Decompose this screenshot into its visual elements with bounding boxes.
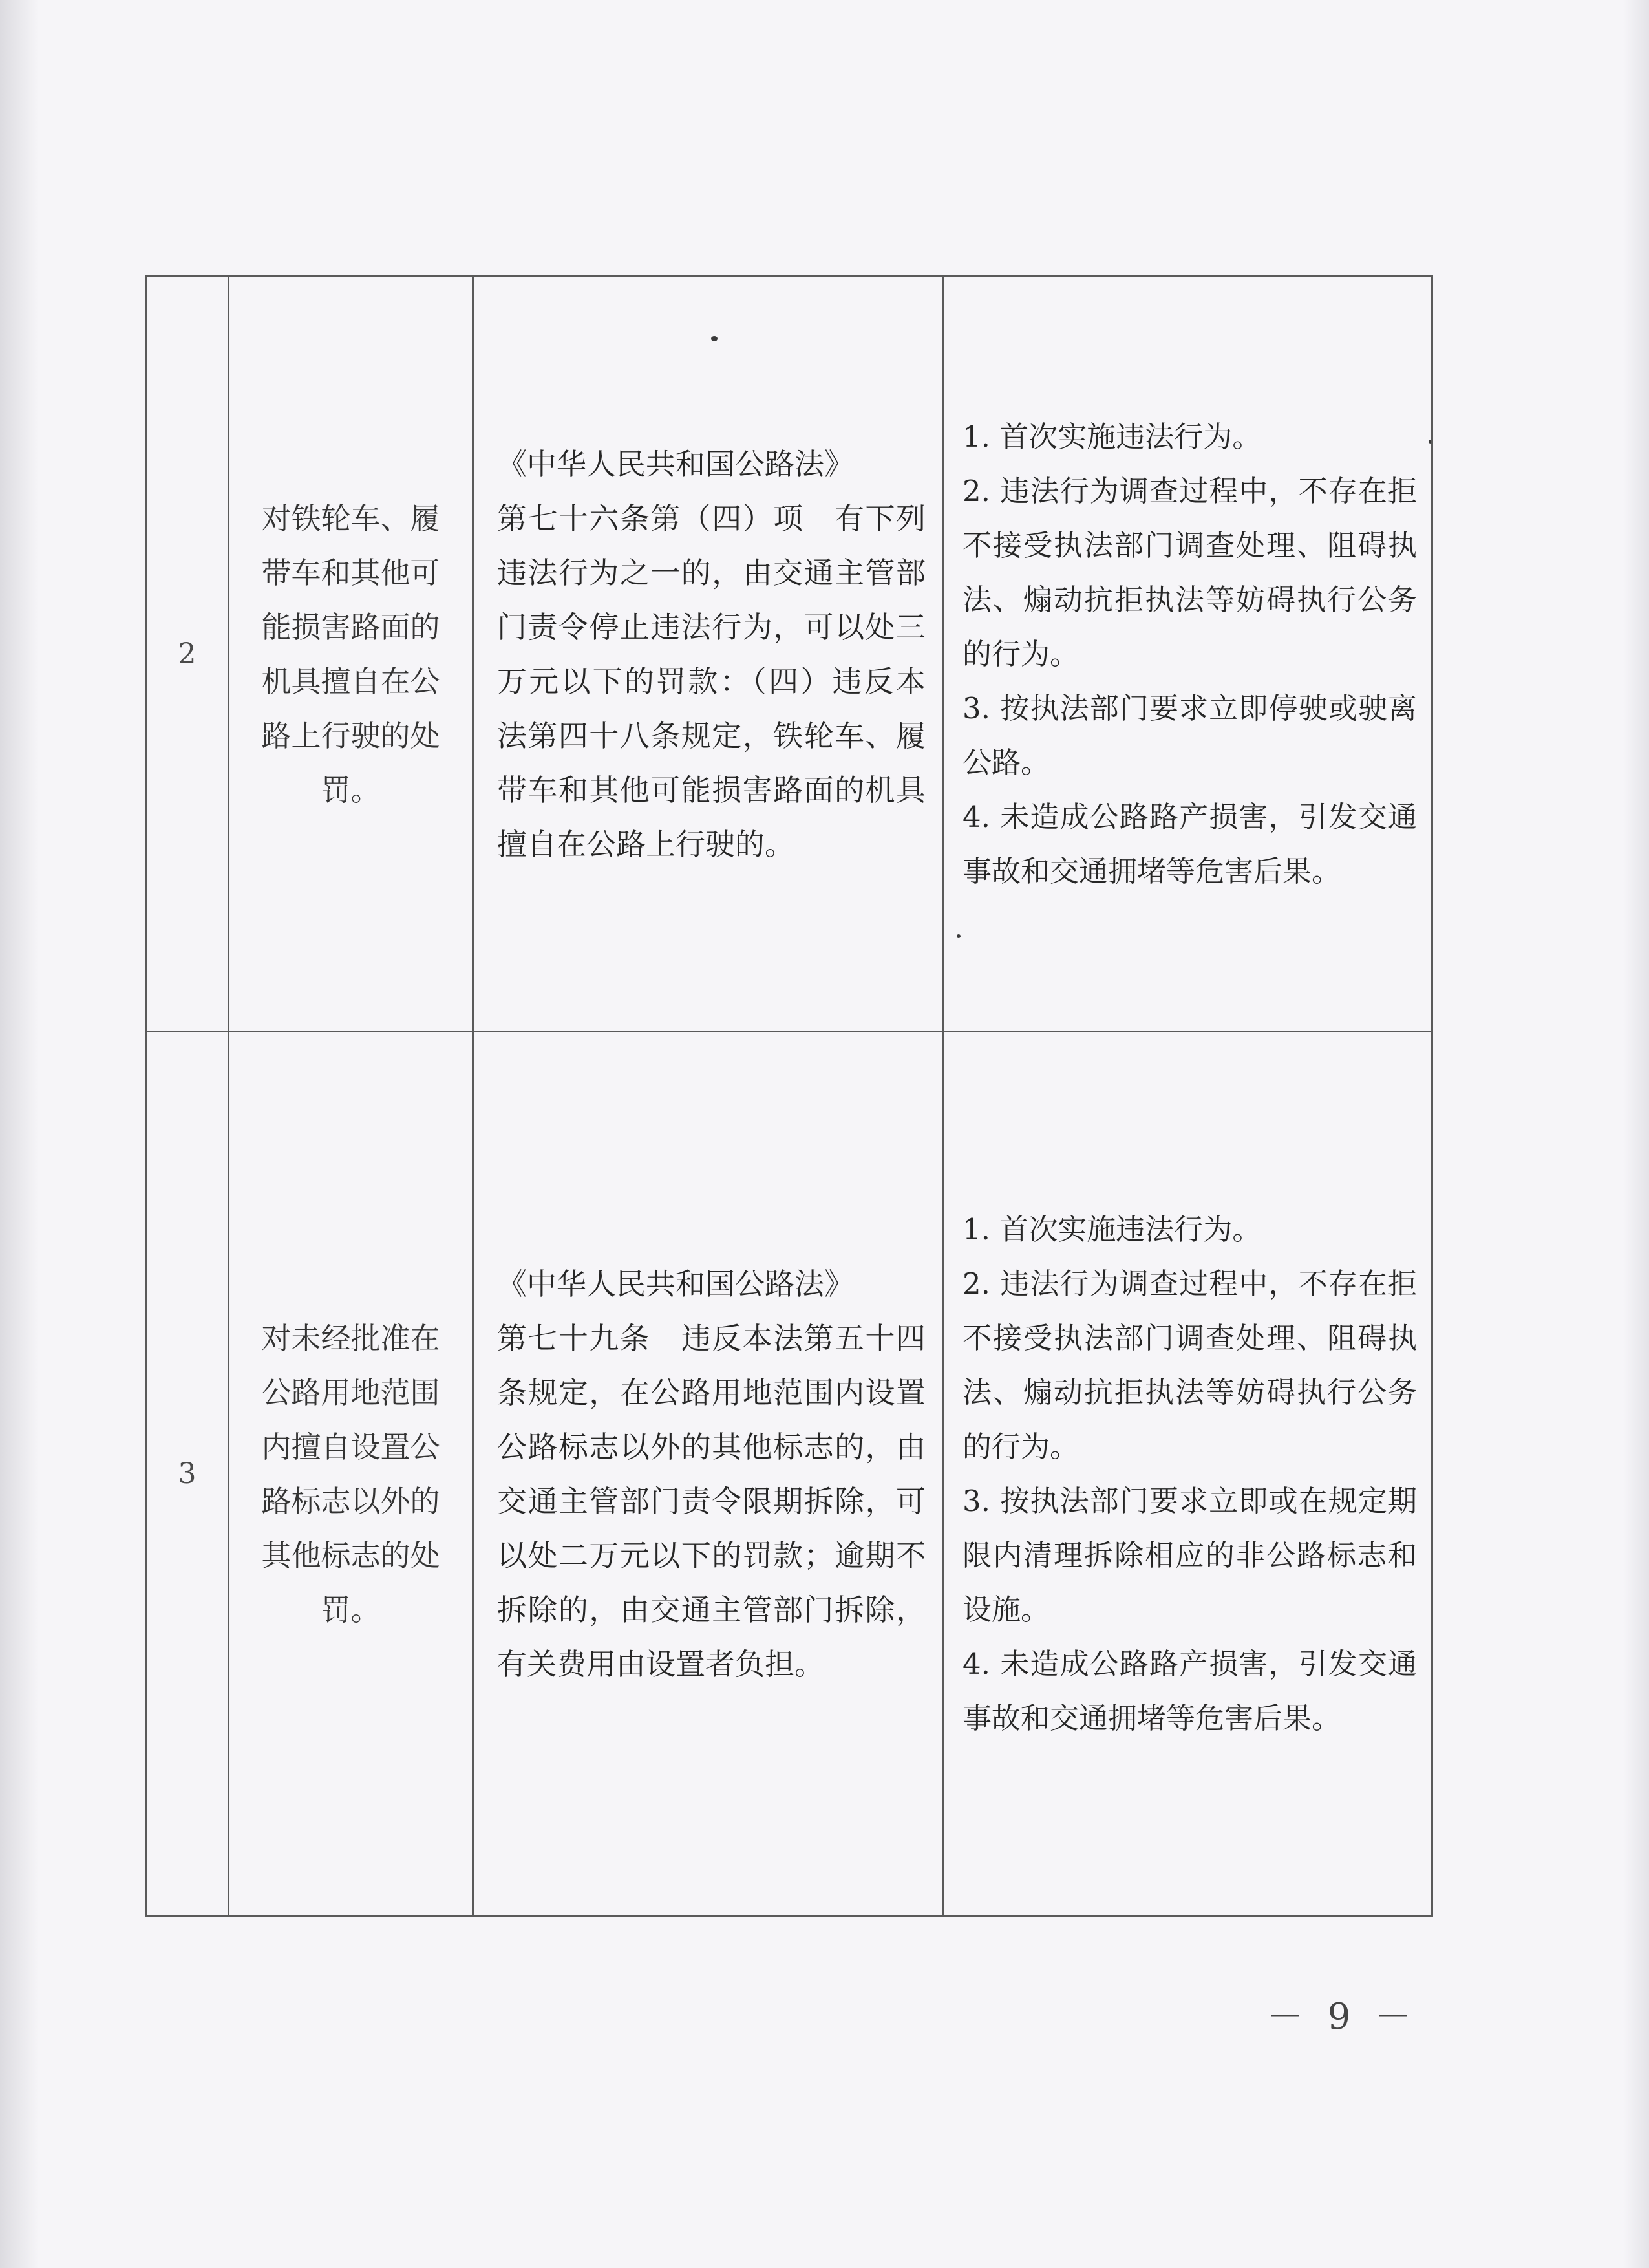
condition-item: 1. 首次实施违法行为。 [963,419,1262,454]
table-row [146,277,1432,1032]
violation-name: 对未经批准在公路用地范围内擅自设置公路标志以外的其他标志的处罚。 [229,1032,473,1916]
table-row [146,1032,1432,1916]
legal-basis-title: 《中华人民共和国公路法》 [497,446,854,482]
condition-item: 4. 未造成公路路产损害，引发交通事故和交通拥堵等危害后果。 [963,799,1417,888]
condition-item: 2. 违法行为调查过程中，不存在拒不接受执法部门调查处理、阻碍执法、煽动抗拒执法等妨碍执行公务的行为。 [963,473,1417,671]
scan-edge-shadow-right [1623,0,1649,2268]
exemption-conditions [944,1032,1432,1916]
condition-item: 3. 按执法部门要求立即停驶或驶离公路。 [963,690,1417,780]
condition-item: 4. 未造成公路路产损害，引发交通事故和交通拥堵等危害后果。 [963,1646,1417,1735]
legal-basis [473,1032,944,1916]
condition-item: 1. 首次实施违法行为。 [963,1212,1262,1246]
exemption-conditions [944,277,1432,1032]
scan-edge-shadow-left [0,0,39,2268]
page-number: － 9 － [1267,1996,1418,2038]
legal-basis-title: 《中华人民共和国公路法》 [497,1266,854,1301]
legal-basis-text: 第七十九条 违反本法第五十四条规定，在公路用地范围内设置公路标志以外的其他标志的，由交通主管部门责令限期拆除，可以处二万元以下的罚款；逾期不拆除的，由交通主管部门拆除，有关费用由设置者负担。 [497,1320,926,1682]
violation-name: 对铁轮车、履带车和其他可能损害路面的机具擅自在公路上行驶的处罚。 [229,277,473,1032]
row-number: 3 [146,1032,229,1916]
row-number: 2 [146,277,229,1032]
law-table [145,275,1433,1917]
legal-basis-text: 第七十六条第（四）项 有下列违法行为之一的，由交通主管部门责令停止违法行为，可以处三万元以下的罚款：（四）违反本法第四十八条规定，铁轮车、履带车和其他可能损害路面的机具擅自在公路上行驶的。 [497,500,926,862]
condition-item: 3. 按执法部门要求立即或在规定期限内清理拆除相应的非公路标志和设施。 [963,1483,1417,1627]
condition-item: 2. 违法行为调查过程中，不存在拒不接受执法部门调查处理、阻碍执法、煽动抗拒执法等妨碍执行公务的行为。 [963,1266,1417,1464]
legal-basis [473,277,944,1032]
